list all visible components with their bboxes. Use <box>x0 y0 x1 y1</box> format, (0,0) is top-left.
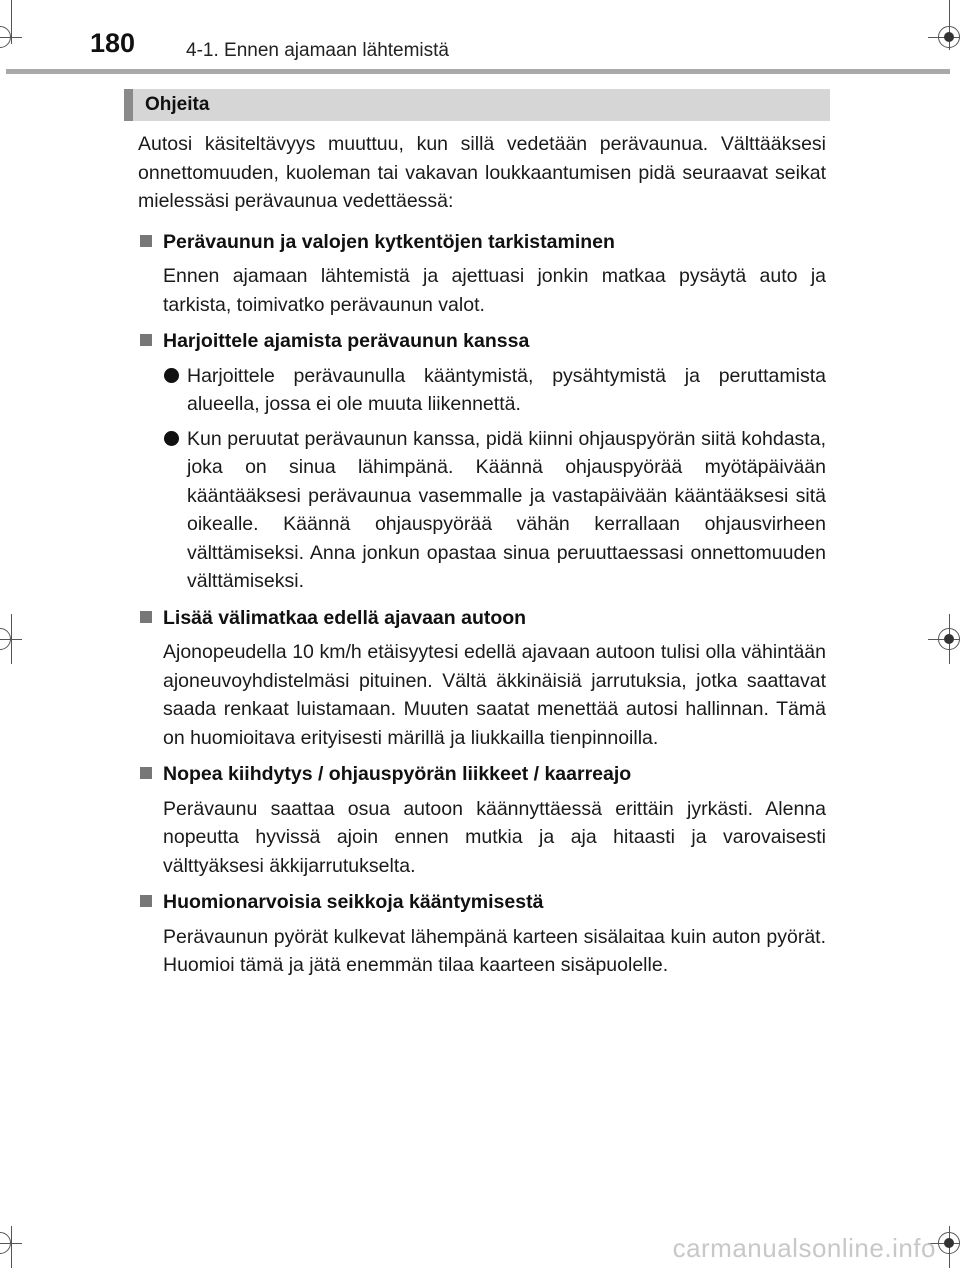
list-item: Harjoittele perävaunulla kääntymistä, pysähtymistä ja peruttamista alueella, jossa ei ole muuta liikennettä. <box>138 362 826 419</box>
section-text: Perävaunu saattaa osua autoon käännyttäessä erittäin jyrkästi. Alenna nopeutta hyvissä ajoin ennen mutkia ja aja hitaasti ja varovaisesti välttyäksesi äkkijarrutukselta. <box>163 797 826 877</box>
section-heading: Huomionarvoisia seikkoja kääntymisestä <box>138 888 826 917</box>
square-bullet-icon <box>140 895 152 907</box>
section-text: Ennen ajamaan lähtemistä ja ajettuasi jonkin matkaa pysäytä auto ja tarkista, toimivatko perävaunun valot. <box>163 265 826 316</box>
page-number: 180 <box>90 28 136 58</box>
section-text: Perävaunun pyörät kulkevat lähempänä karteen sisälaitaa kuin auton pyörät. Huomioi tämä ja jätä enemmän tilaa kaarteen sisäpuolelle. <box>163 925 826 976</box>
list-item: Kun peruutat perävaunun kanssa, pidä kiinni ohjauspyörän siitä kohdasta, joka on sinua lähimpänä. Käännä ohjauspyörää myötäpäivään kääntääksesi perävaunua vasemmalle ja vastapäivään kääntääksesi sitä oikealle. Käännä ohjauspyörää vähän kerrallaan ohjausvirheen välttämiseksi. Anna jonkun opastaa sinua peruuttaessasi onnettomuuden välttämiseksi. <box>138 425 826 596</box>
round-bullet-icon <box>164 431 179 446</box>
intro-paragraph: Autosi käsiteltävyys muuttuu, kun sillä vedetään perävaunua. Välttääksesi onnettomuuden, kuoleman tai vakavan loukkaantumisen pidä seuraavat seikat mielessäsi perävaunua vedettäessä: <box>138 133 826 212</box>
section-title: 4-1. Ennen ajamaan lähtemistä <box>186 40 449 61</box>
content-body <box>138 130 826 988</box>
watermark: carmanualsonline.info <box>672 1233 936 1263</box>
banner-title: Ohjeita <box>145 94 210 115</box>
section-text: Ajonopeudella 10 km/h etäisyytesi edellä ajavaan autoon tulisi olla vähintään ajoneuvoyhdistelmäsi pituinen. Vältä äkkinäisiä jarrutuksia, jotka saattavat saada renkaat luistamaan. Muuten saatat menettää autosi hallinnan. Tämä on huomioitava erityisesti märillä ja liukkailla tienpinnoilla. <box>163 641 826 749</box>
square-bullet-icon <box>140 235 152 247</box>
square-bullet-icon <box>140 334 152 346</box>
header-rule <box>6 69 950 74</box>
section-heading: Perävaunun ja valojen kytkentöjen tarkistaminen <box>138 228 826 257</box>
section-heading: Lisää välimatkaa edellä ajavaan autoon <box>138 604 826 633</box>
square-bullet-icon <box>140 767 152 779</box>
square-bullet-icon <box>140 611 152 623</box>
warning-banner <box>124 89 830 121</box>
section-heading: Nopea kiihdytys / ohjauspyörän liikkeet / kaarreajo <box>138 760 826 789</box>
round-bullet-icon <box>164 368 179 383</box>
section-heading: Harjoittele ajamista perävaunun kanssa <box>138 327 826 356</box>
